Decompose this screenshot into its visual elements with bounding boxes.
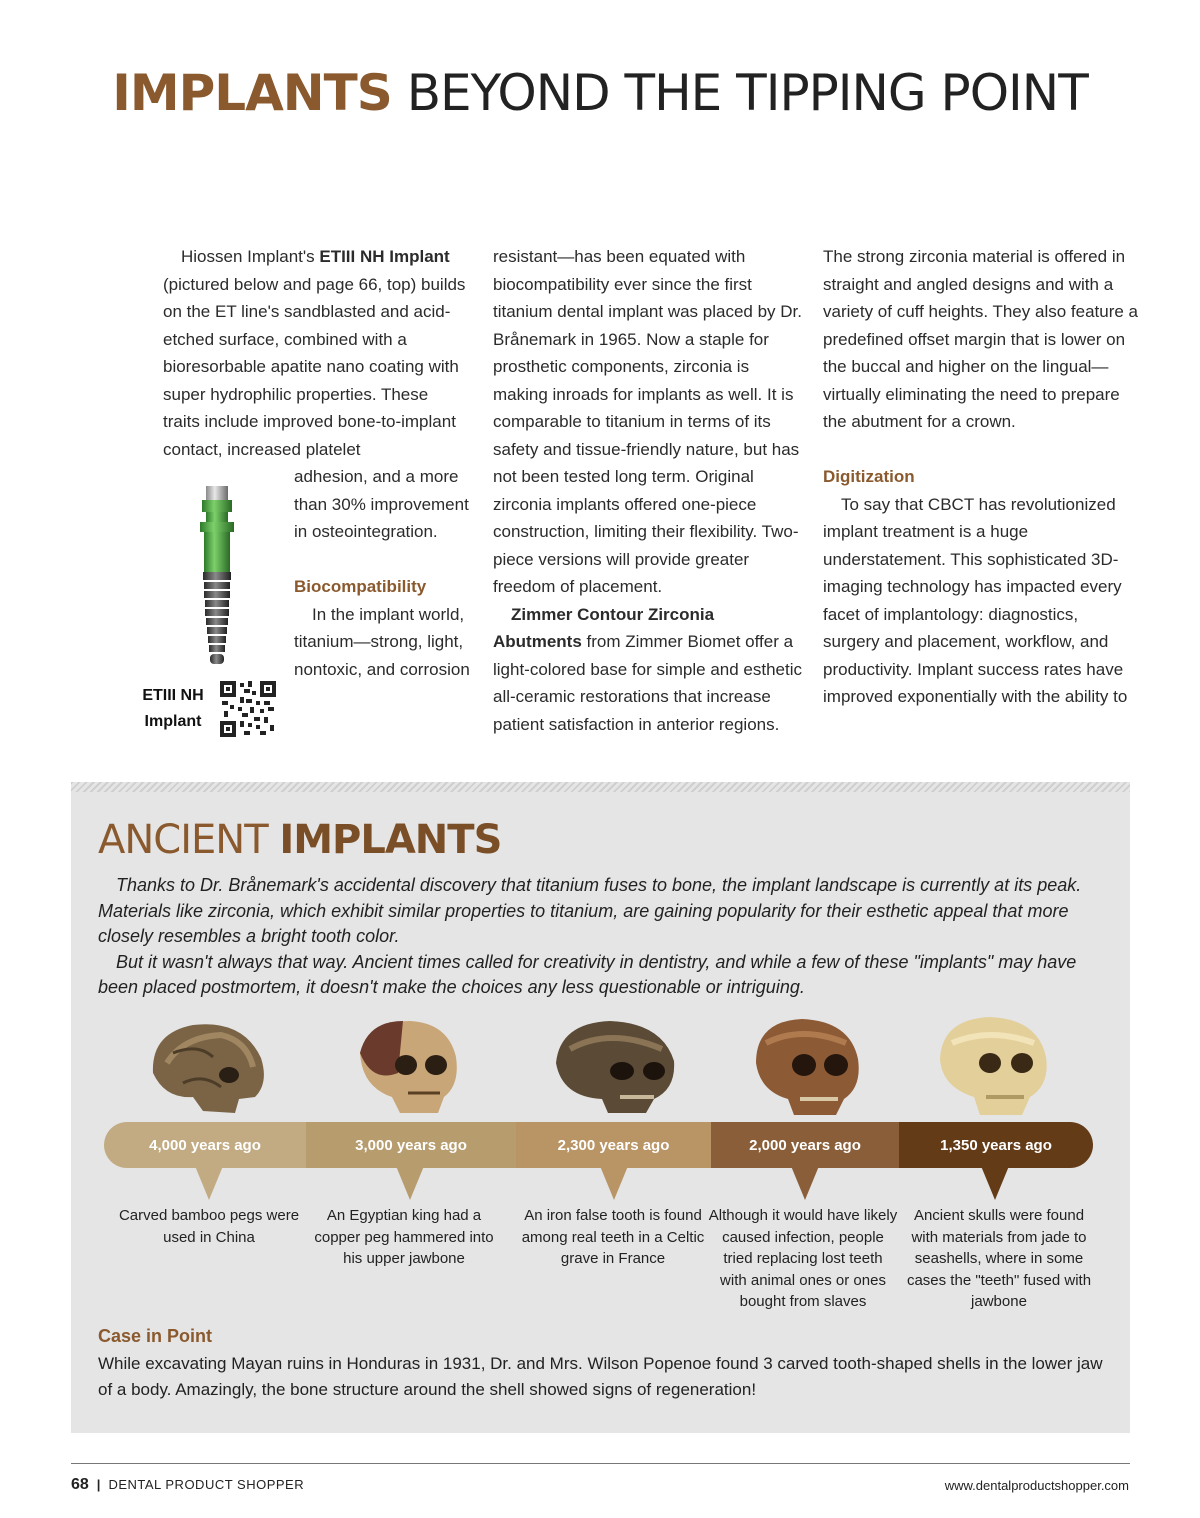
case-in-point-title: Case in Point (98, 1326, 213, 1346)
sidebar-title-light: ANCIENT (98, 817, 268, 863)
timeline-pointer-1 (195, 1166, 223, 1200)
col2-paragraph-2 (493, 601, 803, 739)
intro-paragraph-1: Thanks to Dr. Brånemark's accidental discovery that titanium fuses to bone, the implant landscape is currently at its peak. Materials like zirconia, which exhibit similar properties to titanium, are gaining popularity for their esthetic appeal that more closely resembles a bright tooth color. (98, 875, 1082, 946)
col1-paragraph-2: In the implant world, titanium—strong, light, nontoxic, and corrosion (294, 604, 470, 679)
product-name-zimmer: Zimmer Contour Zirconia Abutments (493, 604, 715, 651)
timeline-caption-5: Ancient skulls were found with materials from jade to seashells, where in some cases the "teeth" fused with jawbone (906, 1207, 1092, 1310)
title-rest: BEYOND THE TIPPING POINT (406, 64, 1088, 122)
col3-paragraph-1: The strong zirconia material is offered in straight and angled designs and with a variety of cuff heights. They also feature a predefined offset margin that is lower on the buccal and higher on the lingual—virtually eliminating the need to prepare the abutment for a crown. (823, 247, 1138, 431)
col1-text-d: adhesion, and a more than 30% improvement in osteointegration. (294, 467, 469, 541)
skull-image-2 (348, 1013, 478, 1118)
col2-paragraph-1: resistant—has been equated with biocompatibility ever since the first titanium dental implant was placed by Dr. Brånemark in 1965. Now a staple for prosthetic components, zirconia is making inroads for implants as well. It is comparable to titanium in terms of its safety and tissue-friendly nature, but has not been tested long term. Original zirconia implants offered one-piece construction, limiting their flexibility. Two-piece versions will provide greater freedom of placement. (493, 247, 802, 596)
skull-image-1 (143, 1013, 273, 1118)
product-name-etiii: ETIII NH Implant (319, 247, 450, 266)
article-column-1 (163, 243, 468, 463)
col1-paragraph-1 (163, 243, 468, 463)
article-column-1-lower (294, 463, 474, 683)
skull-image-5 (930, 1013, 1060, 1118)
sidebar-intro (98, 873, 1108, 1001)
col1-text-a: Hiossen Implant's (181, 247, 320, 266)
col3-paragraph-2: To say that CBCT has revolutionized implant treatment is a huge understatement. This sophisticated 3D-imaging technology has impacted every facet of implantology: diagnostics, surgery and placement, workflow, and productivity. Implant success rates have improved exponentially with the ability to (823, 494, 1128, 706)
timeline-caption-1: Carved bamboo pegs were used in China (118, 1207, 300, 1246)
timeline-label-2: 3,000 years ago (355, 1136, 467, 1154)
footer-left (71, 1476, 304, 1494)
qr-code-icon[interactable] (220, 681, 276, 737)
col1-text-c: (pictured below and page 66, top) builds on the ET line's sandblasted and acid-etched surface, combined with a bioresorbable apatite nano coating with super hydrophilic properties. These traits include improved bone-to-implant contact, increased platelet (163, 274, 466, 459)
implant-caption: ETIII NH Implant (142, 687, 204, 730)
article-column-2 (493, 243, 803, 738)
skull-image-4 (742, 1013, 872, 1118)
timeline-pointer-4 (791, 1166, 819, 1200)
implant-image (192, 484, 242, 674)
timeline-segment-2 (306, 1122, 516, 1168)
sidebar-title (98, 818, 501, 862)
timeline-label-1: 4,000 years ago (149, 1136, 261, 1154)
title-bold: IMPLANTS (112, 64, 392, 122)
timeline-label-4: 2,000 years ago (749, 1136, 861, 1154)
subhead-biocompatibility: Biocompatibility (294, 577, 427, 596)
publication-name: DENTAL PRODUCT SHOPPER (108, 1477, 305, 1492)
timeline-caption-4: Although it would have likely caused infection, people tried replacing lost teeth with animal ones or ones bought from slaves (708, 1207, 898, 1310)
timeline-label-3: 2,300 years ago (557, 1136, 670, 1154)
article-column-3 (823, 243, 1138, 711)
col2-text-rest: from Zimmer Biomet offer a light-colored base for simple and esthetic all-ceramic restorations that increase patient satisfaction in anterior regions. (493, 632, 802, 734)
timeline-pointer-3 (600, 1166, 628, 1200)
timeline-bar (104, 1122, 1093, 1168)
timeline-segment-3 (516, 1122, 711, 1168)
sidebar-title-bold: IMPLANTS (279, 817, 502, 863)
footer-divider (71, 1463, 1130, 1464)
timeline-pointer-5 (981, 1166, 1009, 1200)
skull-image-3 (550, 1013, 680, 1118)
timeline-segment-1 (104, 1122, 306, 1168)
footer-separator: | (96, 1477, 101, 1492)
intro-paragraph-2: But it wasn't always that way. Ancient times called for creativity in dentistry, and while a few of these "implants" may have been placed postmortem, it doesn't make the choices any less questionable or intriguing. (98, 951, 1077, 997)
case-in-point-text: While excavating Mayan ruins in Honduras in 1931, Dr. and Mrs. Wilson Popenoe found 3 carved tooth-shaped shells in the lower jaw of a body. Amazingly, the bone structure around the shell showed signs of regeneration! (98, 1354, 1103, 1399)
subhead-digitization: Digitization (823, 467, 915, 486)
timeline-segment-4 (711, 1122, 899, 1168)
page-number: 68 (71, 1476, 89, 1493)
timeline-pointer-2 (396, 1166, 424, 1200)
footer-url-link[interactable]: www.dentalproductshopper.com (944, 1478, 1129, 1493)
sidebar-stripe-divider (71, 782, 1130, 792)
timeline-caption-3: An iron false tooth is found among real teeth in a Celtic grave in France (521, 1207, 705, 1267)
page-title (0, 66, 1200, 121)
timeline-caption-2: An Egyptian king had a copper peg hammered into his upper jawbone (314, 1207, 494, 1267)
timeline-segment-5 (899, 1122, 1093, 1168)
timeline-label-5: 1,350 years ago (940, 1136, 1052, 1154)
